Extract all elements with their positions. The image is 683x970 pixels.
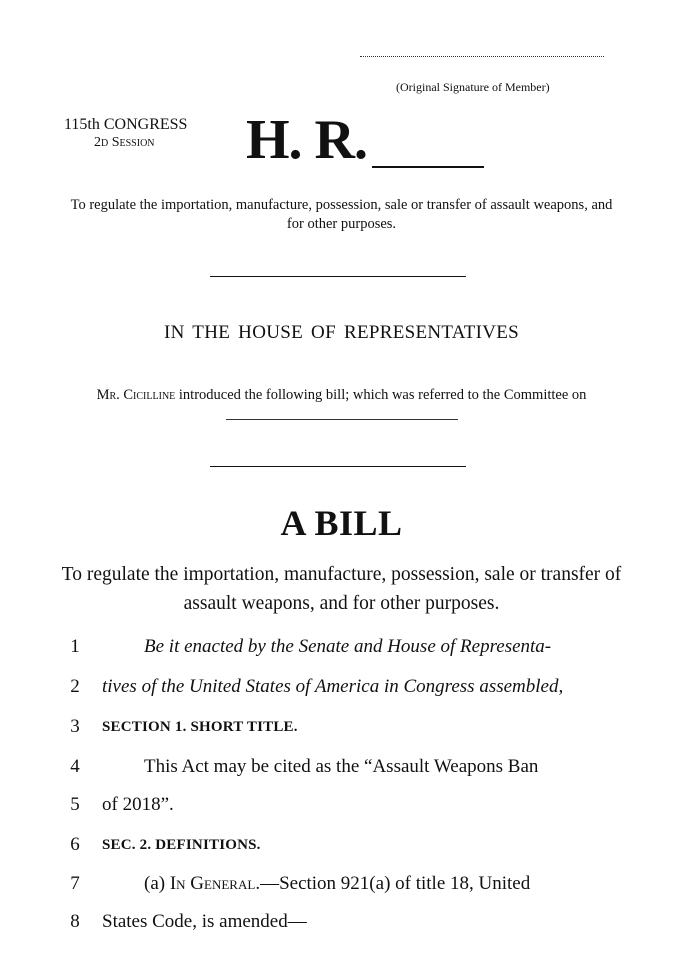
line-number: 5 [70, 794, 80, 815]
line-number: 1 [70, 636, 80, 657]
line-number: 6 [70, 834, 80, 855]
body-text-line: States Code, is amended— [102, 911, 307, 932]
congress-text: 115th CONGRESS [64, 116, 188, 133]
bill-number-blank [372, 166, 484, 168]
introduction-statement [70, 385, 613, 427]
subsection-heading: In General [169, 873, 256, 894]
signature-line [360, 56, 604, 57]
subsection-text: .—Section 921(a) of title 18, United [255, 873, 531, 894]
enacting-clause-line: Be it enacted by the Senate and House of Representa- [144, 636, 552, 657]
congress-label [64, 116, 187, 134]
session-label: 2d Session [94, 135, 155, 150]
bill-summary: To regulate the importation, manufacture, possession, sale or transfer of assault weapons, and for other purposes. [70, 197, 613, 232]
line-number: 3 [70, 716, 80, 737]
line-number: 8 [70, 911, 80, 932]
line-number: 2 [70, 676, 80, 697]
bill-designation: H. R. [246, 109, 367, 171]
section-heading: SECTION 1. SHORT TITLE. [102, 719, 298, 735]
line-number: 4 [70, 756, 80, 777]
divider-rule-bottom [210, 466, 466, 467]
divider-rule-top [210, 276, 466, 277]
body-text-line [144, 873, 610, 895]
line-number: 7 [70, 873, 80, 894]
long-title: To regulate the importation, manufacture, possession, sale or transfer of assault weapons, and for other purposes. [61, 564, 622, 614]
subsection-marker: (a) [144, 873, 170, 894]
introduction-text: introduced the following bill; which was referred to the Committee on [175, 387, 587, 403]
body-text-line: This Act may be cited as the “Assault Weapons Ban [144, 756, 539, 777]
chamber-heading: IN THE HOUSE OF REPRESENTATIVES [163, 322, 520, 343]
section-heading: SEC. 2. DEFINITIONS. [102, 837, 261, 853]
bill-heading: A BILL [280, 503, 403, 543]
sponsor-name: Mr. Cicilline [96, 387, 176, 403]
committee-blank [226, 407, 458, 420]
signature-caption: (Original Signature of Member) [396, 80, 550, 94]
enacting-clause-line: tives of the United States of America in Congress assembled, [102, 676, 564, 697]
body-text-line: of 2018”. [102, 794, 174, 815]
